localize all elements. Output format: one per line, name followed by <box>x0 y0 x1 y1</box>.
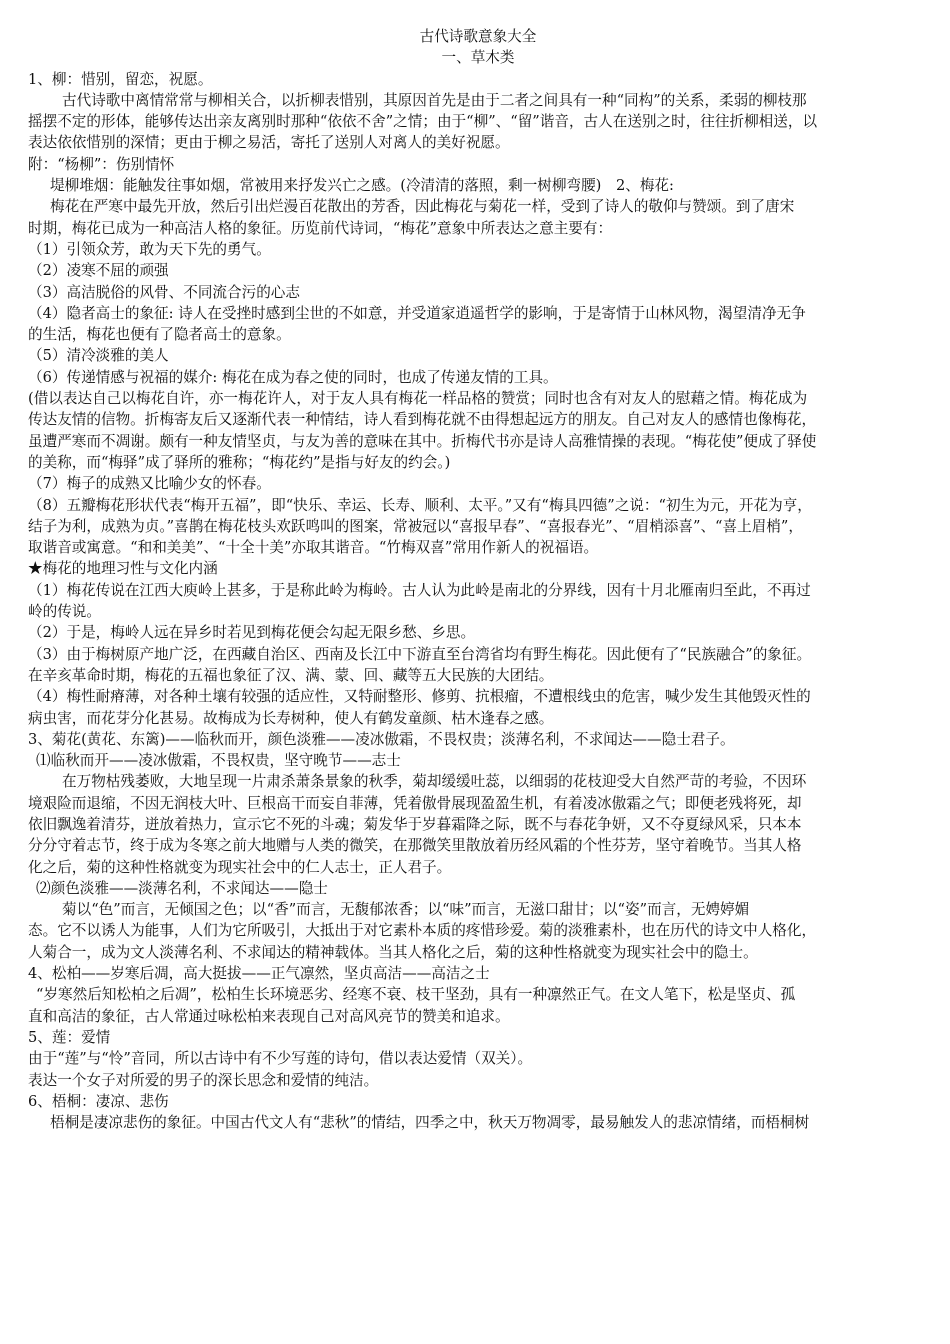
text-line: 3、菊花(黄花、东篱)——临秋而开，颜色淡雅——凌冰傲霜，不畏权贵；淡薄名利，不求闻达——隐士君子。 <box>28 730 735 748</box>
text-line: 时期，梅花已成为一种高洁人格的象征。历览前代诗词，“梅花”意象中所表达之意主要有： <box>28 219 613 237</box>
text-line: （4）隐者高士的象征: 诗人在受挫时感到尘世的不如意，并受道家逍遥哲学的影响，于是寄情于山林风物，渴望清净无争 <box>28 304 806 322</box>
text-line: （7）梅子的成熟又比喻少女的怀春。 <box>28 475 271 493</box>
text-line: 分分守着志节，终于成为冬寒之前大地赠与人类的微笑，在那微笑里散放着历经风霜的个性芬芳，坚守着晚节。当其人格 <box>28 837 802 855</box>
text-line: （1）引领众芳，敢为天下先的勇气。 <box>28 240 271 258</box>
page-title: 古代诗歌意象大全 <box>419 28 537 45</box>
text-line: 1、柳：惜别，留恋，祝愿。 <box>28 70 213 88</box>
text-line: 由于“莲”与“怜”音同，所以古诗中有不少写莲的诗句，借以表达爱情（双关）。 <box>28 1050 533 1068</box>
text-line: 表达一个女子对所爱的男子的深长思念和爱情的纯洁。 <box>28 1071 379 1089</box>
text-line: 古代诗歌中离情常常与柳相关合，以折柳表惜别，其原因首先是由于二者之间具有一种“同构”的关系，柔弱的柳枝那 <box>62 91 807 109</box>
text-line: 在万物枯残萎败，大地呈现一片肃杀萧条景象的秋季，菊却缓缓吐蕊，以细弱的花枝迎受大自然严苛的考验，不因环 <box>62 773 807 791</box>
text-line: （5）清冷淡雅的美人 <box>28 347 169 365</box>
text-line: （1）梅花传说在江西大庾岭上甚多，于是称此岭为梅岭。古人认为此岭是南北的分界线，因有十月北雁南归至此，不再过 <box>28 581 811 599</box>
text-line: 境艰险而退缩，不因无润枝大叶、巨根高干而妄自菲薄，凭着傲骨展现盈盈生机，有着凌冰傲霜之气；即便老残将死，却 <box>28 794 802 812</box>
text-line: 的美称，而“梅驿”成了驿所的雅称；“梅花约”是指与好友的约会。) <box>28 453 451 471</box>
text-line: 化之后，菊的这种性格就变为现实社会中的仁人志士，正人君子。 <box>28 858 452 876</box>
text-line: 菊以“色”而言，无倾国之色；以“香”而言，无馥郁浓香；以“味”而言，无滋口甜甘；以“姿”而言，无娉婷媚 <box>62 901 750 919</box>
text-line: 4、松柏——岁寒后凋，高大挺拔——正气凛然，坚贞高洁——高洁之士 <box>28 965 490 983</box>
text-line: 传达友情的信物。折梅寄友后又逐渐代表一种情结，诗人看到梅花就不由得想起远方的朋友。自己对友人的感情也像梅花， <box>28 411 817 429</box>
text-line: 附：“杨柳”：伤别情怀 <box>28 155 175 173</box>
text-line: 5、莲：爱情 <box>28 1028 111 1046</box>
text-line: （4）梅性耐瘠薄，对各种土壤有较强的适应性，又特耐整形、修剪、抗根瘤，不遭根线虫的危害，喊少发生其他毁灭性的 <box>28 688 811 706</box>
text-line: （3）由于梅树原产地广泛，在西藏自治区、西南及长江中下游直至台湾省均有野生梅花。因此便有了“民族融合”的象征。 <box>28 645 812 663</box>
text-line: 取谐音或寓意。“和和美美”、“十全十美”亦取其谐音。“竹梅双喜”常用作新人的祝福语。 <box>28 539 599 557</box>
text-line: ⑵颜色淡雅——淡薄名利，不求闻达——隐士 <box>36 879 328 897</box>
text-line: 依旧飘逸着清芬，迸放着热力，宣示它不死的斗魂；菊发华于岁暮霜降之际，既不与春花争妍，又不夺夏绿风采，只本本 <box>28 815 802 833</box>
text-line: （2）于是，梅岭人远在异乡时若见到梅花便会勾起无限乡愁、乡思。 <box>28 624 476 642</box>
text-line: “岁寒然后知松柏之后凋”，松柏生长环境恶劣、经寒不衰、枝干坚劲，具有一种凛然正气。在文人笔下，松是坚贞、孤 <box>36 986 796 1004</box>
text-line: 人菊合一，成为文人淡薄名利、不求闻达的精神载体。当其人格化之后，菊的这种性格就变为现实社会中的隐士。 <box>28 943 758 961</box>
text-line: 6、梧桐：凄凉、悲伤 <box>28 1092 169 1110</box>
text-line: 病虫害，而花芽分化甚易。故梅成为长寿树种，使人有鹤发童颜、枯木逢春之感。 <box>28 709 554 727</box>
text-line: 梅花在严寒中最先开放，然后引出烂漫百花散出的芳香，因此梅花与菊花一样，受到了诗人的敬仰与赞颂。到了唐宋 <box>50 198 795 216</box>
text-line: 一、草木类 <box>441 49 515 67</box>
text-line: （8）五瓣梅花形状代表“梅开五福”，即“快乐、幸运、长寿、顺利、太平。”又有“梅具四德”之说：“初生为元，开花为亨， <box>28 496 812 514</box>
text-line: 结子为利，成熟为贞。”喜鹊在梅花枝头欢跃鸣叫的图案，常被冠以“喜报早春”、“喜报春光”、“眉梢添喜”、“喜上眉梢”， <box>28 517 803 535</box>
text-line: (借以表达自己以梅花自许，亦一梅花许人，对于友人具有梅花一样品格的赞赏；同时也含有对友人的慰藉之情。梅花成为 <box>28 390 808 408</box>
text-line: 虽遭严寒而不凋谢。颇有一种友情坚贞，与友为善的意味在其中。折梅代书亦是诗人高雅情操的表现。“梅花使”便成了驿使 <box>28 432 817 450</box>
text-line: （2）凌寒不屈的顽强 <box>28 262 169 280</box>
text-line: 堤柳堆烟：能触发往事如烟，常被用来抒发兴亡之感。(冷清清的落照，剩一树柳弯腰) 2、梅花: <box>50 177 674 195</box>
text-line: 的生活，梅花也便有了隐者高士的意象。 <box>28 326 291 344</box>
text-line: 岭的传说。 <box>28 603 101 621</box>
text-line: 表达依依惜别的深情；更由于柳之易活，寄托了送别人对离人的美好祝愿。 <box>28 134 510 152</box>
text-line: 在辛亥革命时期，梅花的五福也象征了汉、满、蒙、回、藏等五大民族的大团结。 <box>28 666 554 684</box>
text-line: ⑴临秋而开——凌冰傲霜，不畏权贵，坚守晚节——志士 <box>36 752 401 770</box>
text-line: （3）高洁脱俗的风骨、不同流合污的心志 <box>28 283 300 301</box>
text-line: （6）传递情感与祝福的媒介: 梅花在成为春之使的同时，也成了传递友情的工具。 <box>28 368 558 386</box>
text-line: 直和高洁的象征，古人常通过咏松柏来表现自己对高风亮节的赞美和追求。 <box>28 1007 510 1025</box>
text-line: 摇摆不定的形体，能够传达出亲友离别时那种“依依不舍”之情；由于“柳”、“留”谐音，古人在送别之时，往往折柳相送，以 <box>28 113 818 131</box>
text-line: ★梅花的地理习性与文化内涵 <box>28 560 218 578</box>
text-line: 态。它不以诱人为能事，人们为它所吸引，大抵出于对它素朴本质的疼惜珍爱。菊的淡雅素朴，也在历代的诗文中人格化， <box>28 922 817 940</box>
document-body <box>28 47 928 1133</box>
text-line: 梧桐是凄凉悲伤的象征。中国古代文人有“悲秋”的情结，四季之中，秋天万物凋零，最易触发人的悲凉情绪，而梧桐树 <box>50 1114 810 1132</box>
